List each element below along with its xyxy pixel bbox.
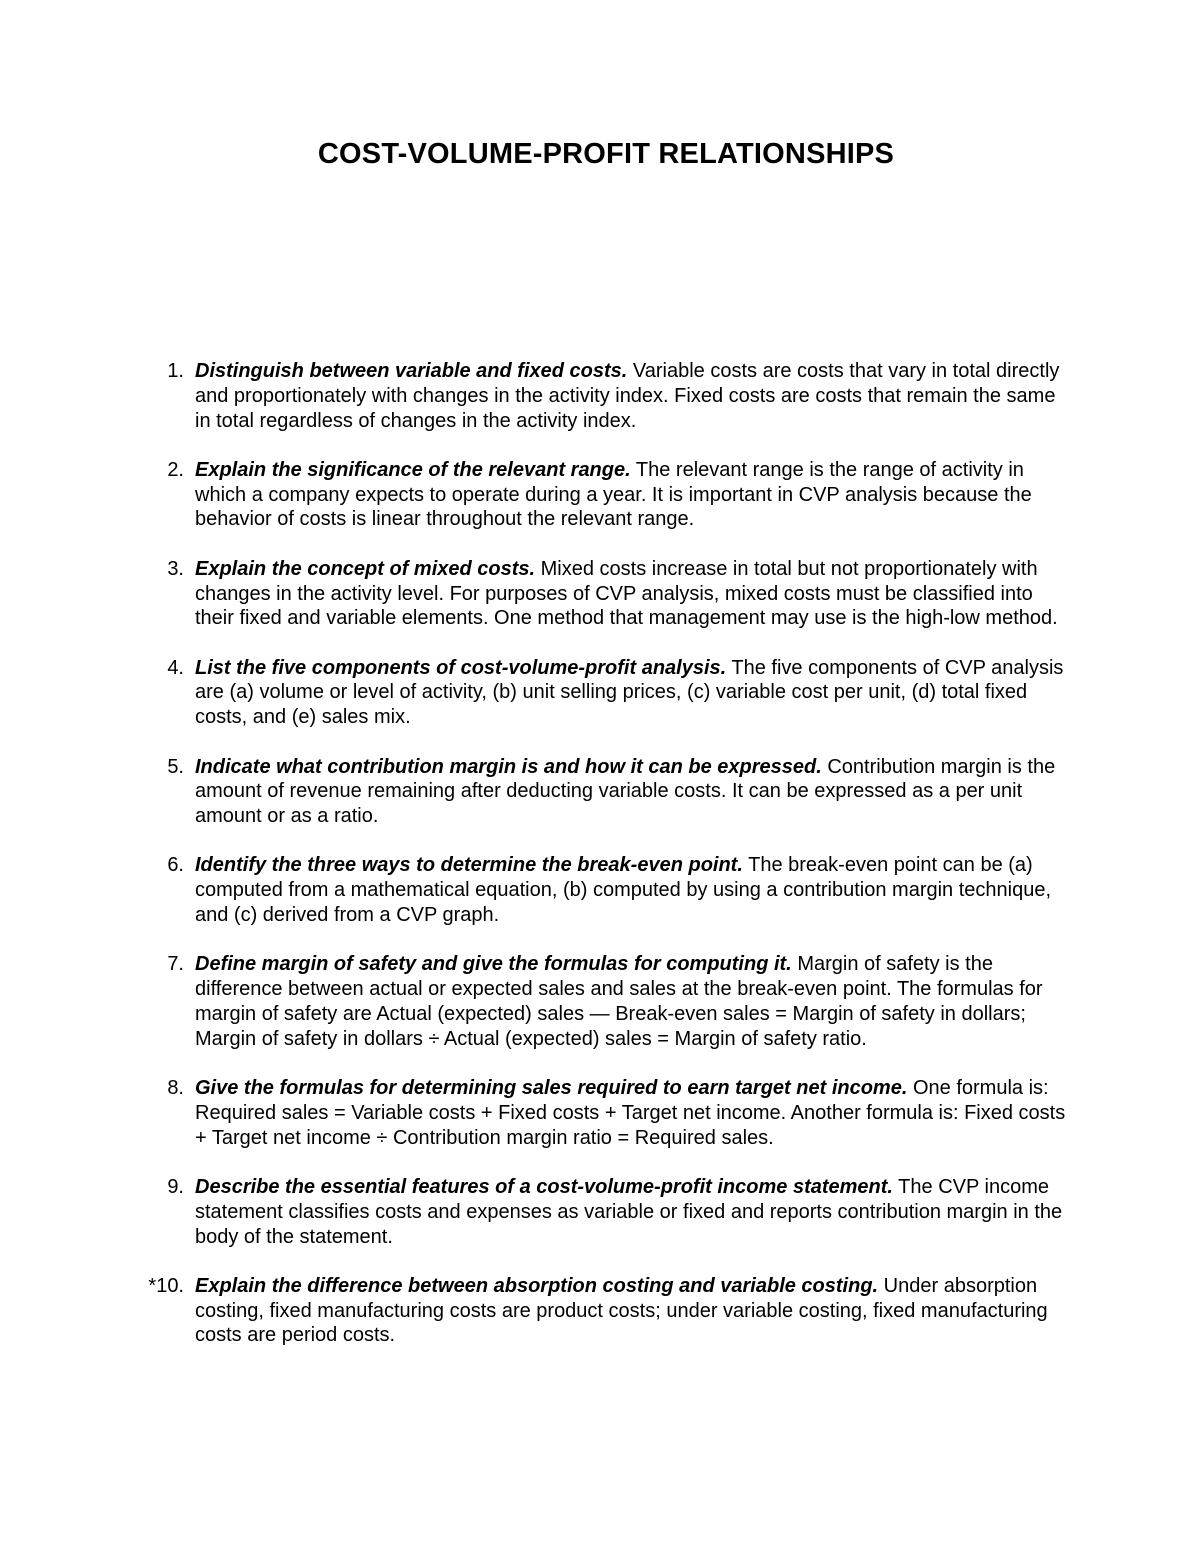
item-answer: Mixed costs increase in total but not proportionately with changes in the activity level. For purposes of CVP analysis, mixed costs must be classified into their fixed and variable elements. One method that management may use is the high-low method. xyxy=(195,557,1058,630)
item-text xyxy=(195,853,1075,927)
item-question: Indicate what contribution margin is and how it can be expressed. xyxy=(195,755,822,778)
item-text xyxy=(195,656,1075,730)
item-number: 9. xyxy=(167,1175,184,1198)
item-question: Define margin of safety and give the formulas for computing it. xyxy=(195,953,792,976)
item-text xyxy=(195,755,1075,829)
item-text xyxy=(195,557,1075,631)
item-number: 2. xyxy=(167,458,184,481)
item-question: Explain the difference between absorption costing and variable costing. xyxy=(195,1274,879,1297)
list-item xyxy=(0,656,1200,730)
item-question: Identify the three ways to determine the break-even point. xyxy=(195,854,743,877)
item-text xyxy=(195,952,1075,1051)
item-text xyxy=(195,1076,1075,1150)
list-item xyxy=(0,952,1200,1051)
item-answer: Variable costs are costs that vary in total directly and proportionately with changes in the activity index. Fixed costs are costs that remain the same in total regardless of changes in the activity index. xyxy=(195,360,1060,432)
item-number: 5. xyxy=(167,755,184,778)
item-text xyxy=(195,1175,1075,1249)
item-answer: The CVP income statement classifies costs and expenses as variable or fixed and reports contribution margin in the body of the statement. xyxy=(195,1175,1063,1248)
item-question: Distinguish between variable and fixed costs. xyxy=(195,360,628,382)
item-answer: Under absorption costing, fixed manufacturing costs are product costs; under variable costing, fixed manufacturing costs are period costs. xyxy=(195,1274,1048,1347)
item-number: 3. xyxy=(167,557,184,580)
item-answer: Margin of safety is the difference between actual or expected sales and sales at the break-even point. The formulas for margin of safety are Actual (expected) sales — Break-even sales = Margin of safety in dollars; Margin of safety in dollars ÷ Actual (expected) sales = Margin of safety ratio. xyxy=(195,953,1043,1050)
item-text xyxy=(195,458,1075,532)
list-item xyxy=(0,359,1200,433)
page-title: COST-VOLUME-PROFIT RELATIONSHIPS xyxy=(317,138,895,170)
item-answer: Contribution margin is the amount of revenue remaining after deducting variable costs. It can be expressed as a per unit amount or as a ratio. xyxy=(195,755,1056,828)
item-answer: One formula is: Required sales = Variable costs + Fixed costs + Target net income. Another formula is: Fixed costs + Target net income ÷ Contribution margin ratio = Required sales. xyxy=(195,1077,1066,1149)
item-answer: The five components of CVP analysis are (a) volume or level of activity, (b) unit selling prices, (c) variable cost per unit, (d) total fixed costs, and (e) sales mix. xyxy=(195,656,1064,729)
item-number: 6. xyxy=(167,854,184,877)
item-answer: The relevant range is the range of activity in which a company expects to operate during a year. It is important in CVP analysis because the behavior of costs is linear throughout the relevant range. xyxy=(195,458,1032,531)
item-number: *10. xyxy=(148,1274,184,1297)
list-item xyxy=(0,1274,1200,1348)
item-question: Explain the concept of mixed costs. xyxy=(195,557,536,580)
item-text xyxy=(195,359,1075,433)
item-question: List the five components of cost-volume-profit analysis. xyxy=(195,656,727,679)
item-number: 7. xyxy=(167,953,184,976)
item-question: Explain the significance of the relevant range. xyxy=(195,458,631,481)
list-item xyxy=(0,557,1200,631)
item-number: 8. xyxy=(167,1077,184,1100)
question-list xyxy=(0,359,1200,1373)
list-item xyxy=(0,1076,1200,1150)
item-question: Give the formulas for determining sales required to earn target net income. xyxy=(195,1077,908,1100)
item-question: Describe the essential features of a cost-volume-profit income statement. xyxy=(195,1175,893,1198)
item-number: 1. xyxy=(167,360,184,382)
list-item xyxy=(0,755,1200,829)
list-item xyxy=(0,853,1200,927)
item-text xyxy=(195,1274,1075,1348)
item-answer: The break-even point can be (a) computed from a mathematical equation, (b) computed by using a contribution margin technique, and (c) derived from a CVP graph. xyxy=(195,854,1052,927)
list-item xyxy=(0,1175,1200,1249)
list-item xyxy=(0,458,1200,532)
item-number: 4. xyxy=(167,656,184,679)
